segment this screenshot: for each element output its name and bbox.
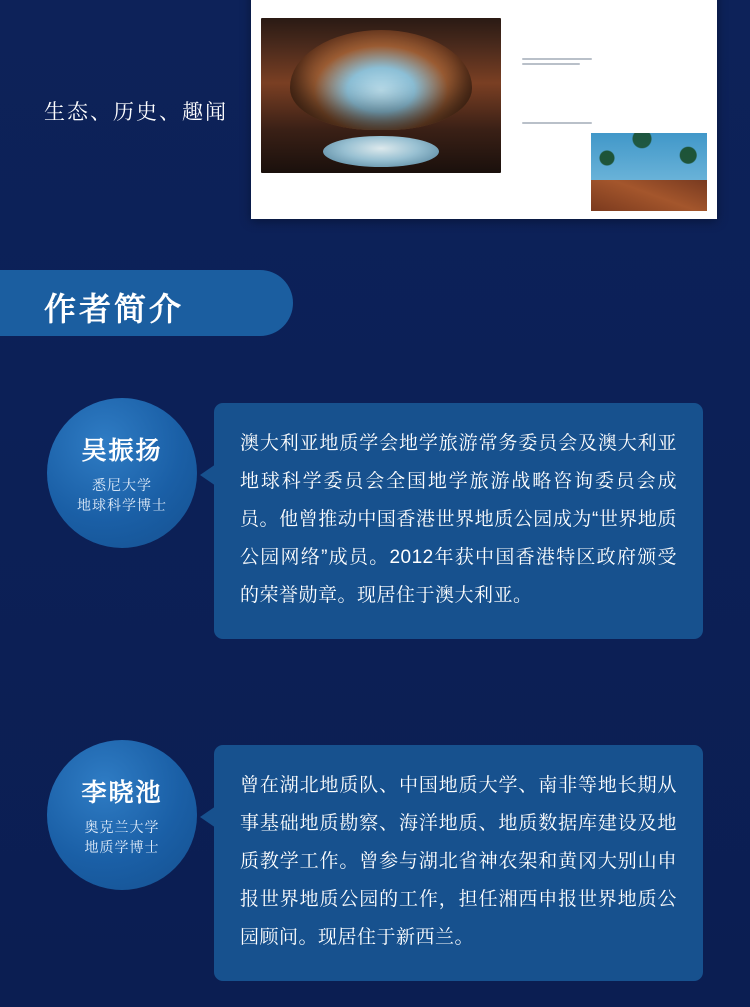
section-title: 作者简介 bbox=[44, 291, 185, 327]
author-credential: 地球科学博士 bbox=[77, 497, 167, 513]
author-bio-bubble bbox=[214, 745, 703, 981]
book-spread-inner bbox=[251, 0, 717, 219]
author-credential: 奥克兰大学 bbox=[84, 819, 160, 835]
spread-caption-right-bottom-lines bbox=[522, 122, 592, 127]
author-credential: 悉尼大学 bbox=[92, 477, 152, 493]
avatar bbox=[47, 740, 197, 890]
spread-caption-right-mid-lines bbox=[522, 58, 592, 68]
author-bio-text: 曾在湖北地质队、中国地质大学、南非等地长期从事基础地质勘察、海洋地质、地质数据库建设及地质教学工作。曾参与湖北省神农架和黄冈大别山申报世界地质公园的工作，担任湘西申报世界地质公园顾问。现居住于新西兰。 bbox=[240, 775, 677, 948]
author-credential: 地质学博士 bbox=[84, 839, 160, 855]
spread-left-page bbox=[251, 0, 512, 219]
author-bio-text: 澳大利亚地质学会地学旅游常务委员会及澳大利亚地球科学委员会全国地学旅游战略咨询委员会成员。他曾推动中国香港世界地质公园成为“世界地质公园网络”成员。2012年获中国香港特区政府颁受的荣誉勋章。现居住于澳大利亚。 bbox=[240, 433, 677, 606]
spread-right-page bbox=[512, 0, 717, 219]
palm-tree-photo bbox=[591, 133, 707, 211]
canyon-photo bbox=[261, 18, 501, 173]
avatar bbox=[47, 398, 197, 548]
book-spread-image bbox=[251, 0, 717, 219]
author-name: 吴振扬 bbox=[81, 437, 163, 465]
hero-band bbox=[0, 0, 750, 240]
tagline-text: 生态、历史、趣闻 bbox=[44, 101, 228, 124]
author-name: 李晓池 bbox=[81, 779, 163, 807]
author-bio-bubble bbox=[214, 403, 703, 639]
